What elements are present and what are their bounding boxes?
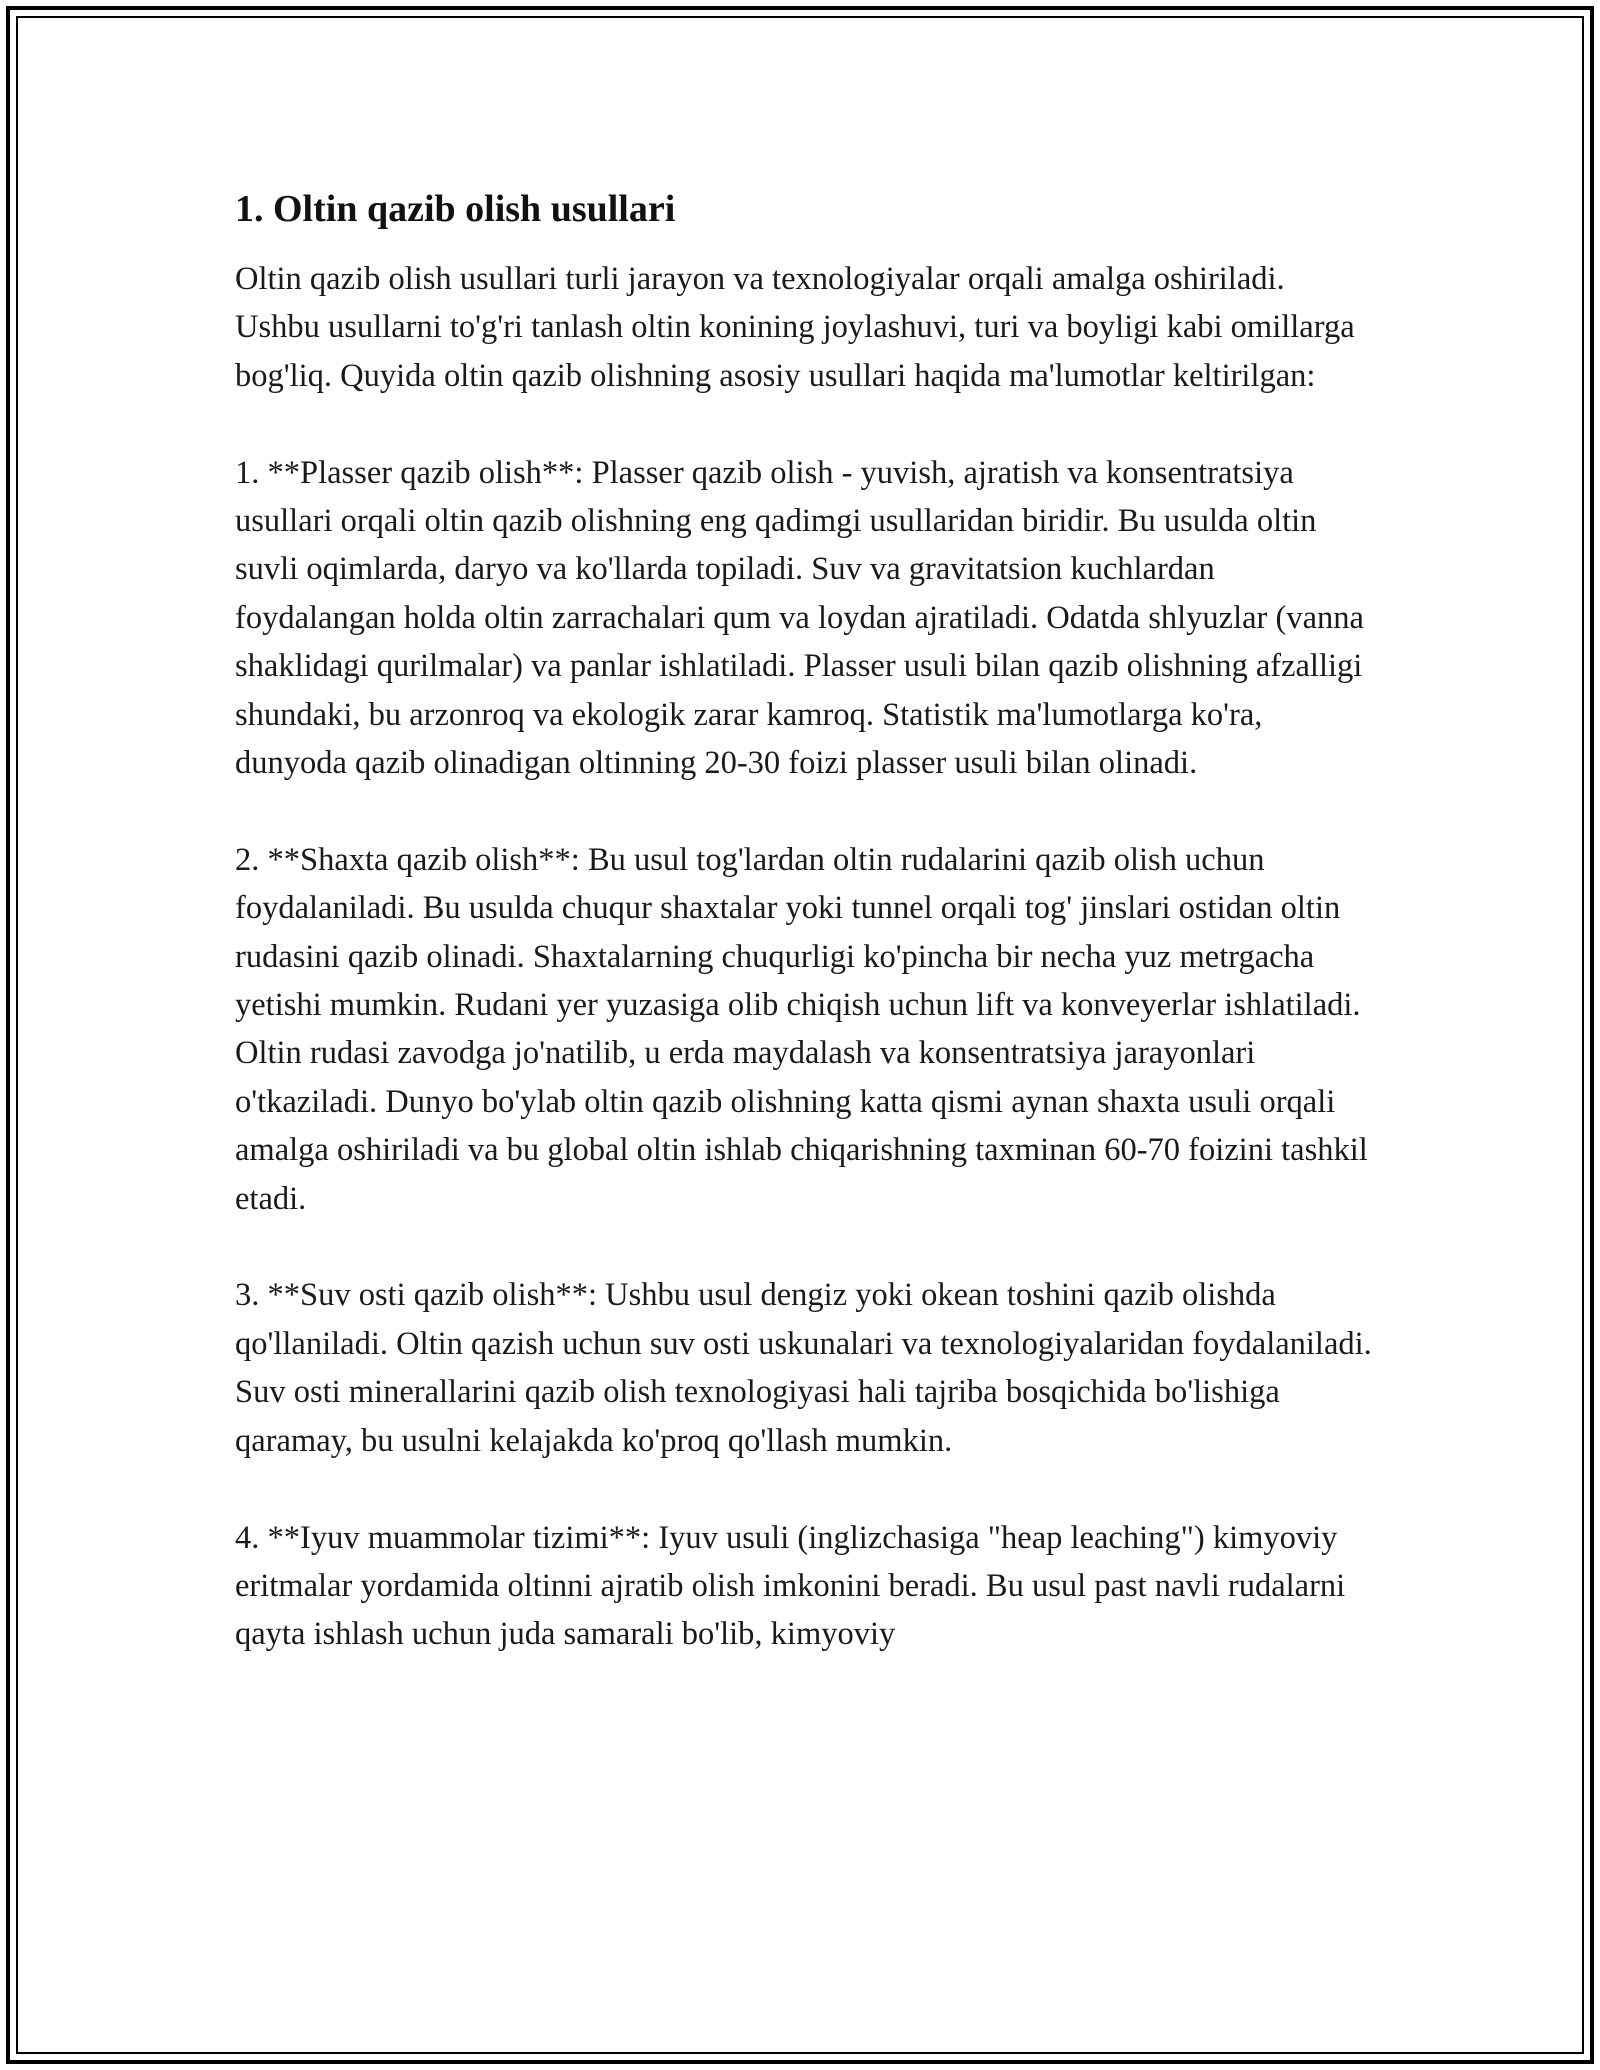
paragraph-shaxta: 2. **Shaxta qazib olish**: Bu usul tog'lardan oltin rudalarini qazib olish uchun foydalaniladi. Bu usulda chuqur shaxtalar yoki tunnel orqali tog' jinslari ostidan oltin rudasini qazib olinadi. Shaxtalarning chuqurligi ko'pincha bir necha yuz metrgacha yetishi mumkin. Rudani yer yuzasiga olib chiqish uchun lift va konveyerlar ishlatiladi. Oltin rudasi zavodga jo'natilib, u erda maydalash va konsentratsiya jarayonlari o'tkaziladi. Dunyo bo'ylab oltin qazib olishning katta qismi aynan shaxta usuli orqali amalga oshiriladi va bu global oltin ishlab chiqarishning taxminan 60-70 foizini tashkil etadi. [235, 841, 1368, 1217]
intro-paragraph: Oltin qazib olish usullari turli jarayon va texnologiyalar orqali amalga oshiriladi. Ushbu usullarni to'g'ri tanlash oltin konining joylashuvi, turi va boyligi kabi omillarga bog'liq. Quyida oltin qazib olishning asosiy usullari haqida ma'lumotlar keltirilgan: [235, 261, 1355, 394]
paragraph-plasser: 1. **Plasser qazib olish**: Plasser qazib olish - yuvish, ajratish va konsentratsiya usullari orqali oltin qazib olishning eng qadimgi usullaridan biridir. Bu usulda oltin suvli oqimlarda, daryo va ko'llarda topiladi. Suv va gravitatsion kuchlardan foydalangan holda oltin zarrachalari qum va loydan ajratiladi. Odatda shlyuzlar (vanna shaklidagi qurilmalar) va panlar ishlatiladi. Plasser usuli bilan qazib olishning afzalligi shundaki, bu arzonroq va ekologik zarar kamroq. Statistik ma'lumotlarga ko'ra, dunyoda qazib olinadigan oltinning 20-30 foizi plasser usuli bilan olinadi. [235, 454, 1364, 782]
paragraph-suv-osti: 3. **Suv osti qazib olish**: Ushbu usul dengiz yoki okean toshini qazib olishda qo'llaniladi. Oltin qazish uchun suv osti uskunalari va texnologiyalaridan foydalaniladi. Suv osti minerallarini qazib olish texnologiyasi hali tajriba bosqichida bo'lishiga qaramay, bu usulni kelajakda ko'proq qo'llash mumkin. [235, 1277, 1372, 1459]
section-heading: 1. Oltin qazib olish usullari [235, 188, 676, 230]
document-body [235, 185, 1375, 1707]
paragraph-iyuv: 4. **Iyuv muammolar tizimi**: Iyuv usuli (inglizchasiga "heap leaching") kimyoviy eritmalar yordamida oltinni ajratib olish imkonini beradi. Bu usul past navli rudalarni qayta ishlash uchun juda samarali bo'lib, kimyoviy [235, 1519, 1346, 1653]
